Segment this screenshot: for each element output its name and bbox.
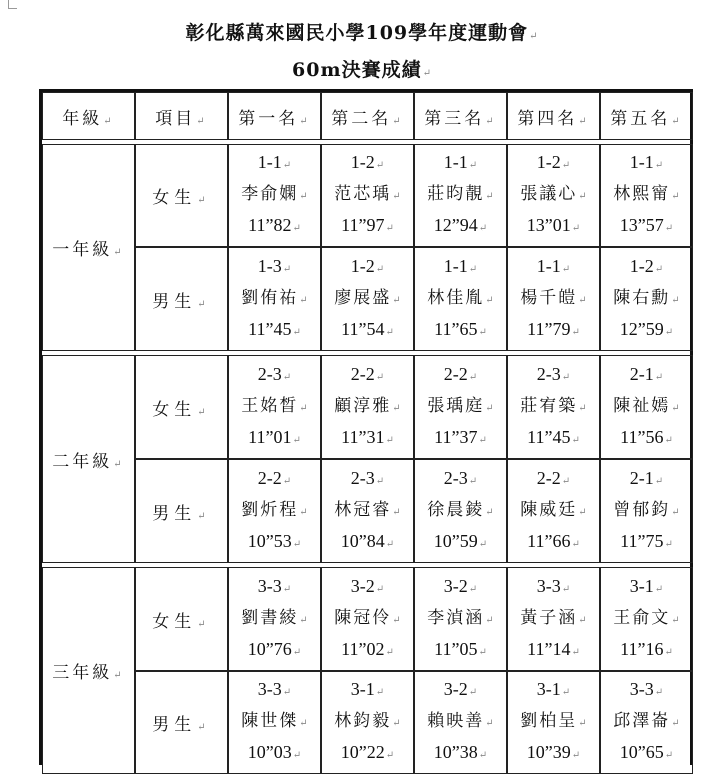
athlete-name: 莊昀靚↵ (427, 184, 494, 204)
grade-label: 三年級↵ (42, 567, 135, 774)
result-cell (414, 671, 507, 774)
class-number: 1-3↵ (257, 255, 292, 276)
class-number: 2-3↵ (443, 467, 478, 488)
athlete-name: 劉炘程↵ (241, 499, 308, 520)
result-cell (507, 247, 600, 351)
class-number: 2-3↵ (536, 363, 571, 384)
table-row (42, 355, 693, 459)
race-time: 11”54↵ (341, 318, 394, 339)
class-number: 3-2↵ (443, 679, 478, 699)
race-time: 11”16↵ (620, 638, 673, 659)
class-number: 3-1↵ (629, 575, 664, 596)
athlete-name: 林熙甯↵ (613, 184, 680, 204)
race-time: 11”37↵ (434, 426, 487, 447)
result-cell (600, 671, 693, 774)
race-time: 11”31↵ (341, 426, 394, 447)
race-time: 11”66↵ (527, 530, 580, 551)
race-time: 11”05↵ (434, 638, 487, 659)
athlete-name: 邱澤崙↵ (613, 711, 680, 731)
result-cell (321, 355, 414, 459)
race-time: 10”22↵ (340, 742, 395, 762)
table-row (42, 567, 693, 671)
result-cell (321, 671, 414, 774)
class-number: 1-1↵ (443, 255, 478, 276)
athlete-name: 莊宥築↵ (520, 395, 587, 416)
column-header: 第二名↵ (321, 92, 414, 140)
category-label: 女生↵ (135, 355, 228, 459)
grade-label: 二年級↵ (42, 355, 135, 563)
race-time: 12”59↵ (619, 318, 674, 339)
column-header: 第四名↵ (507, 92, 600, 140)
result-cell (507, 567, 600, 671)
athlete-name: 張議心↵ (520, 184, 587, 204)
results-table (42, 92, 693, 774)
race-time: 11”45↵ (527, 426, 580, 447)
column-header: 第一名↵ (228, 92, 321, 140)
result-cell (507, 671, 600, 774)
athlete-name: 陳祉嫣↵ (613, 395, 680, 416)
athlete-name: 李湞涵↵ (427, 607, 494, 628)
result-cell (414, 355, 507, 459)
result-cell (414, 144, 507, 247)
class-number: 1-2↵ (350, 255, 385, 276)
class-number: 3-3↵ (257, 679, 292, 699)
result-cell (228, 671, 321, 774)
race-time: 10”53↵ (247, 530, 302, 551)
result-cell (228, 355, 321, 459)
athlete-name: 陳右勳↵ (613, 287, 680, 308)
race-time: 11”45↵ (248, 318, 301, 339)
category-label: 女生↵ (135, 144, 228, 247)
athlete-name: 林鈞毅↵ (334, 711, 401, 731)
athlete-name: 賴映善↵ (427, 711, 494, 731)
race-time: 13”57↵ (619, 215, 674, 235)
header-row (42, 92, 693, 140)
athlete-name: 王姳晳↵ (241, 395, 308, 416)
athlete-name: 張瑀庭↵ (427, 395, 494, 416)
column-header: 年級↵ (42, 92, 135, 140)
race-time: 13”01↵ (526, 215, 581, 235)
result-cell (321, 567, 414, 671)
class-number: 2-3↵ (350, 467, 385, 488)
race-time: 11”75↵ (620, 530, 673, 551)
class-number: 2-2↵ (443, 363, 478, 384)
result-cell (228, 459, 321, 563)
race-time: 10”39↵ (526, 742, 581, 762)
table-row (42, 247, 693, 351)
race-time: 10”03↵ (247, 742, 302, 762)
result-cell (228, 247, 321, 351)
class-number: 1-2↵ (629, 255, 664, 276)
result-cell (600, 247, 693, 351)
column-header: 第五名↵ (600, 92, 693, 140)
result-cell (507, 355, 600, 459)
race-time: 12”94↵ (433, 215, 488, 235)
class-number: 3-3↵ (257, 575, 292, 596)
result-cell (414, 247, 507, 351)
athlete-name: 李俞嫻↵ (241, 184, 308, 204)
class-number: 1-2↵ (350, 152, 385, 172)
result-cell (507, 144, 600, 247)
result-cell (600, 567, 693, 671)
class-number: 1-1↵ (443, 152, 478, 172)
category-label: 女生↵ (135, 567, 228, 671)
category-label: 男生↵ (135, 671, 228, 774)
athlete-name: 黃子涵↵ (520, 607, 587, 628)
athlete-name: 陳世傑↵ (241, 711, 308, 731)
result-cell (414, 459, 507, 563)
page-corner-mark (8, 0, 17, 9)
race-time: 11”97↵ (341, 215, 394, 235)
athlete-name: 王俞文↵ (613, 607, 680, 628)
class-number: 2-2↵ (257, 467, 292, 488)
class-number: 2-1↵ (629, 467, 664, 488)
class-number: 3-3↵ (629, 679, 664, 699)
athlete-name: 林佳胤↵ (427, 287, 494, 308)
document-title: 彰化縣萬來國民小學109學年度運動會↵ (185, 22, 539, 44)
class-number: 1-1↵ (257, 152, 292, 172)
race-time: 11”01↵ (248, 426, 301, 447)
result-cell (600, 144, 693, 247)
athlete-name: 徐晨錂↵ (427, 499, 494, 520)
class-number: 3-1↵ (536, 679, 571, 699)
athlete-name: 顧淳雅↵ (334, 395, 401, 416)
result-cell (600, 459, 693, 563)
race-time: 11”56↵ (620, 426, 673, 447)
column-header: 第三名↵ (414, 92, 507, 140)
table-row (42, 144, 693, 247)
athlete-name: 陳冠伶↵ (334, 607, 401, 628)
category-label: 男生↵ (135, 459, 228, 563)
race-time: 10”59↵ (433, 530, 488, 551)
class-number: 2-2↵ (350, 363, 385, 384)
class-number: 3-2↵ (443, 575, 478, 596)
race-time: 10”76↵ (247, 638, 302, 659)
class-number: 3-3↵ (536, 575, 571, 596)
document-subtitle: 60m決賽成績↵ (292, 59, 432, 81)
result-cell (414, 567, 507, 671)
class-number: 1-2↵ (536, 152, 571, 172)
athlete-name: 劉柏呈↵ (520, 711, 587, 731)
race-time: 11”79↵ (527, 318, 580, 339)
table-row (42, 671, 693, 774)
class-number: 2-3↵ (257, 363, 292, 384)
athlete-name: 劉書綾↵ (241, 607, 308, 628)
result-cell (228, 144, 321, 247)
column-header: 項目↵ (135, 92, 228, 140)
class-number: 1-1↵ (536, 255, 571, 276)
grade-label: 一年級↵ (42, 144, 135, 351)
race-time: 11”02↵ (341, 638, 394, 659)
athlete-name: 廖展盛↵ (334, 287, 401, 308)
class-number: 3-1↵ (350, 679, 385, 699)
table-row (42, 459, 693, 563)
race-time: 11”82↵ (248, 215, 301, 235)
athlete-name: 劉侑祐↵ (241, 287, 308, 308)
result-cell (228, 567, 321, 671)
race-time: 10”65↵ (619, 742, 674, 762)
category-label: 男生↵ (135, 247, 228, 351)
athlete-name: 陳威廷↵ (520, 499, 587, 520)
race-time: 11”65↵ (434, 318, 487, 339)
class-number: 3-2↵ (350, 575, 385, 596)
athlete-name: 楊千皚↵ (520, 287, 587, 308)
result-cell (321, 459, 414, 563)
result-cell (321, 144, 414, 247)
athlete-name: 范芯瑀↵ (334, 184, 401, 204)
result-cell (507, 459, 600, 563)
athlete-name: 曾郁鈞↵ (613, 499, 680, 520)
race-time: 10”84↵ (340, 530, 395, 551)
class-number: 2-2↵ (536, 467, 571, 488)
result-cell (600, 355, 693, 459)
class-number: 1-1↵ (629, 152, 664, 172)
race-time: 10”38↵ (433, 742, 488, 762)
result-cell (321, 247, 414, 351)
race-time: 11”14↵ (527, 638, 580, 659)
class-number: 2-1↵ (629, 363, 664, 384)
athlete-name: 林冠睿↵ (334, 499, 401, 520)
